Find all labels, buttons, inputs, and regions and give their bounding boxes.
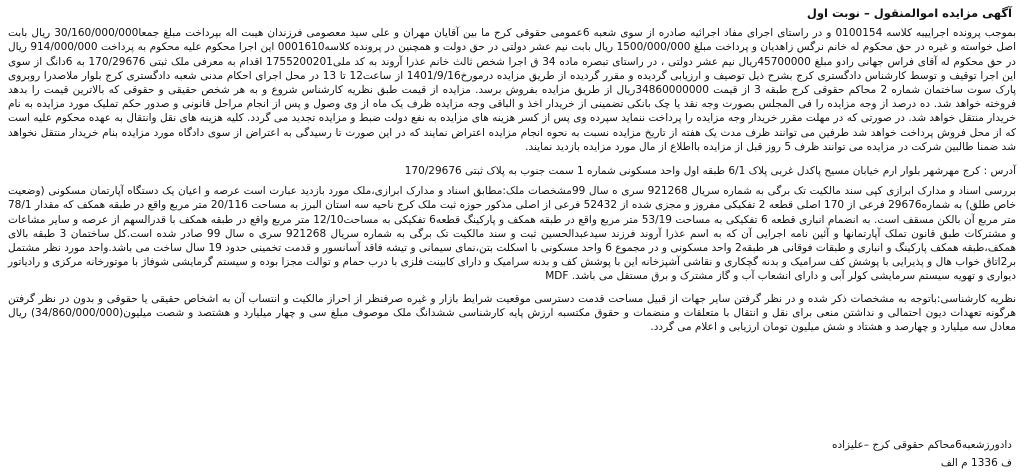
expert-opinion: نظریه کارشناسی:باتوجه به مشخصات ذکر شده و در نظر گرفتن سایر جهات از قبیل مساحت قدمت دسترسی موقعیت شرایط بازار و غیره صرفنظر از احراز مالکیت و انتساب آن به اشخاص حقیقی یا حقوقی و بدون در نظر گرفتن هرگونه تعهدات دیون احتمالی و نداشتن منعی برای نقل و انتقال با متعلقات و منضمات و حقوق مکتسبه ارزش پایه کارشناسی ششدانگ ملک موصوف مبلغ سی و چهار میلیارد و هشتصد و شصت میلیون(34/860/000/000) ریال معادل سه میلیارد و چهارصد و هشتاد و شش میلیون تومان ارزیابی و اعلام می گردد. <box>8 292 1016 334</box>
signature-reference: ف 1336 م الف <box>940 456 1012 469</box>
property-description: بررسی اسناد و مدارک ابرازی کپی سند مالکیت تک برگی به شماره سریال 921268 سری ه سال 99مشخصات ملک:مطابق اسناد و مدارک ابرازی،ملک مورد بازدید عبارت است عرصه و اعیان یک دستگاه آپارتمان مسکونی (وضعیت خاص طلق) به شماره29676 فرعی از 170 اصلی قطعه 2 تفکیکی مفروز و مجزی شده از 52432 فرعی از اصلی مذکور حوزه ثبت ملک کرج ناحیه سه استان البرز به مساحت 20/116 متر مربع واقع در طبقه همکف که مقدار 78/1 متر مربع آن بالکن مسقف است. به انضمام انباری قطعه 6 تفکیکی به مساحت 53/19 متر مربع واقع در طبقه همکف و پارکینگ قطعه6 تفکیکی به مساحت12/10 متر مربع واقع در طبقه همکف با قدرالسهم از عرصه و سایر مشاعات و مشترکات طبق قانون تملک آپارتمانها و آئین نامه اجرایی آن که به اسم عذرا آروند فرزند سیدعبدالحسین ثبت و سند مالکیت تک برگی به شماره سریال 921268 سری ه سال 99 صادر شده است.کل ساختمان 3 طبقه بالای همکف،طبقه همکف پارکینگ و انباری و طبقات فوقانی هر طبقه2 واحد مسکونی و در مجموع 6 واحد مسکونی با اسکلت بتن،نمای سیمانی و تیشه فاقد آسانسور و قدمت تخمینی حدود 19 سال ساخت می باشد.واحد مورد نظر مشتمل بر2اتاق خواب هال و پذیرایی با پوشش کف سرامیک و بدنه گچکاری و نقاشی آشپزخانه این با پوشش کف و بدنه سرامیک و دارای کابینت فلزی با درب حمام و توالت مجزا بوده و سیستم گرمایشی شوفاژ با موتورخانه مرکزی و رادیاتور دیواری و تهویه سیستم سرمایشی کولر آبی و دارای انشعاب آب و گاز مشترک و برق مستقل می باشد. MDF <box>8 185 1017 283</box>
signature-block <box>8 434 1012 470</box>
property-address: آدرس : کرج مهرشهر بلوار ارم خیابان مسیح پاکدل غربی پلاک 6/1 طبقه اول واحد مسکونی شماره 1 سمت جنوب به پلاک ثبتی 170/29676 <box>404 165 1016 178</box>
notice-title: آگهی مزایده اموالمنقول – نوبت اول <box>806 6 1012 20</box>
signature-officer: دادورزشعبه6محاکم حقوقی کرج –علیزاده <box>831 438 1012 451</box>
notice-body-paragraph: بموجب پرونده اجراییبه کلاسه 0100154 و در راستای اجرای مفاد اجرائیه صادره از سوی شعبه 6عمومی حقوقی کرج ما بین آقایان مهران و علی سید معصومی فرزندان هیبت اله بپرداخت مبلغ جمعا30/160/000/000 ریال بابت اصل خواسته و غیره در حق محکوم له خانم نرگس زاهدیان و پرداخت مبلغ 1500/000/000 ریال بابت نیم عشر دولتی در حق دولت و همچنین در پرونده کلاسه0001610 این اجرا محکوم علیه محکوم به پرداخت 914/000/000 ریال در حق محکوم له آقای فراس جهانی رادو مبلغ 45700000ریال نیم عشر دولتی ، در راستای تبصره ماده 34 ق اجرا شخص ثالث خانم عذرا آروند به کد ملی1755200201 اقدام به معرفی ملک ثبتی 170/29676 به 6دانگ از سوی این اجرا توقیف و توسط کارشناس دادگستری کرج بشرح ذیل توصیف و ارزیابی گردیده و مقرر گردیده از طریق مزایده درمورخ1401/9/16 از ساعت12 تا 13 در محل اجرای احکام مدنی شعبه دادگستری کرج بلوار ملاصدرا روبروی پارک سوت ساختمان شماره 2 محاکم حقوقی کرج طبقه 3 از قیمت 34860000000ریال از طریق مزایده بفروش برسد. مزایده از قیمت طبق نظریه کارشناس شروع و به هر شخص حقیقی و حقوقی که بالاترین قیمت را بدهد فروخته خواهد شد. ده درصد از وجه مزایده را فی المجلس بصورت وجه نقد یا چک بانکی تضمینی از خریدار اخذ و الباقی وجه مزایده ظرف یک ماه از وی وصول و پس از انجام مراحل قانونی و صدور حکم تملیک مورد مزایده به نام خریدار منتقل خواهد شد. در صورتی که در مهلت مقرر خریدار وجه مزایده را پرداخت ننماید سپرده وی پس از کسر هزینه های مزایده به نفع دولت ضبط و مزایده تجدید می گردد. کلیه هزینه های نقل وانتقال به عهده محکوم علیه است که از محل فروش پرداخت خواهد شد طرفین می توانند ظرف مدت یک هفته از تاریخ مزایده نسبت به نحوه انجام مزایده اعتراض نمایند که در این صورت تا رسیدگی به اعتراض از سوی دادگاه مورد مزایده بنام خریدار منتقل نخواهد شد ضمنا طالبین شرکت در مزایده می توانند ظرف 5 روز قبل از مزایده بااطلاع از مال مورد مزایده بازدید نمایند. <box>8 27 1017 153</box>
